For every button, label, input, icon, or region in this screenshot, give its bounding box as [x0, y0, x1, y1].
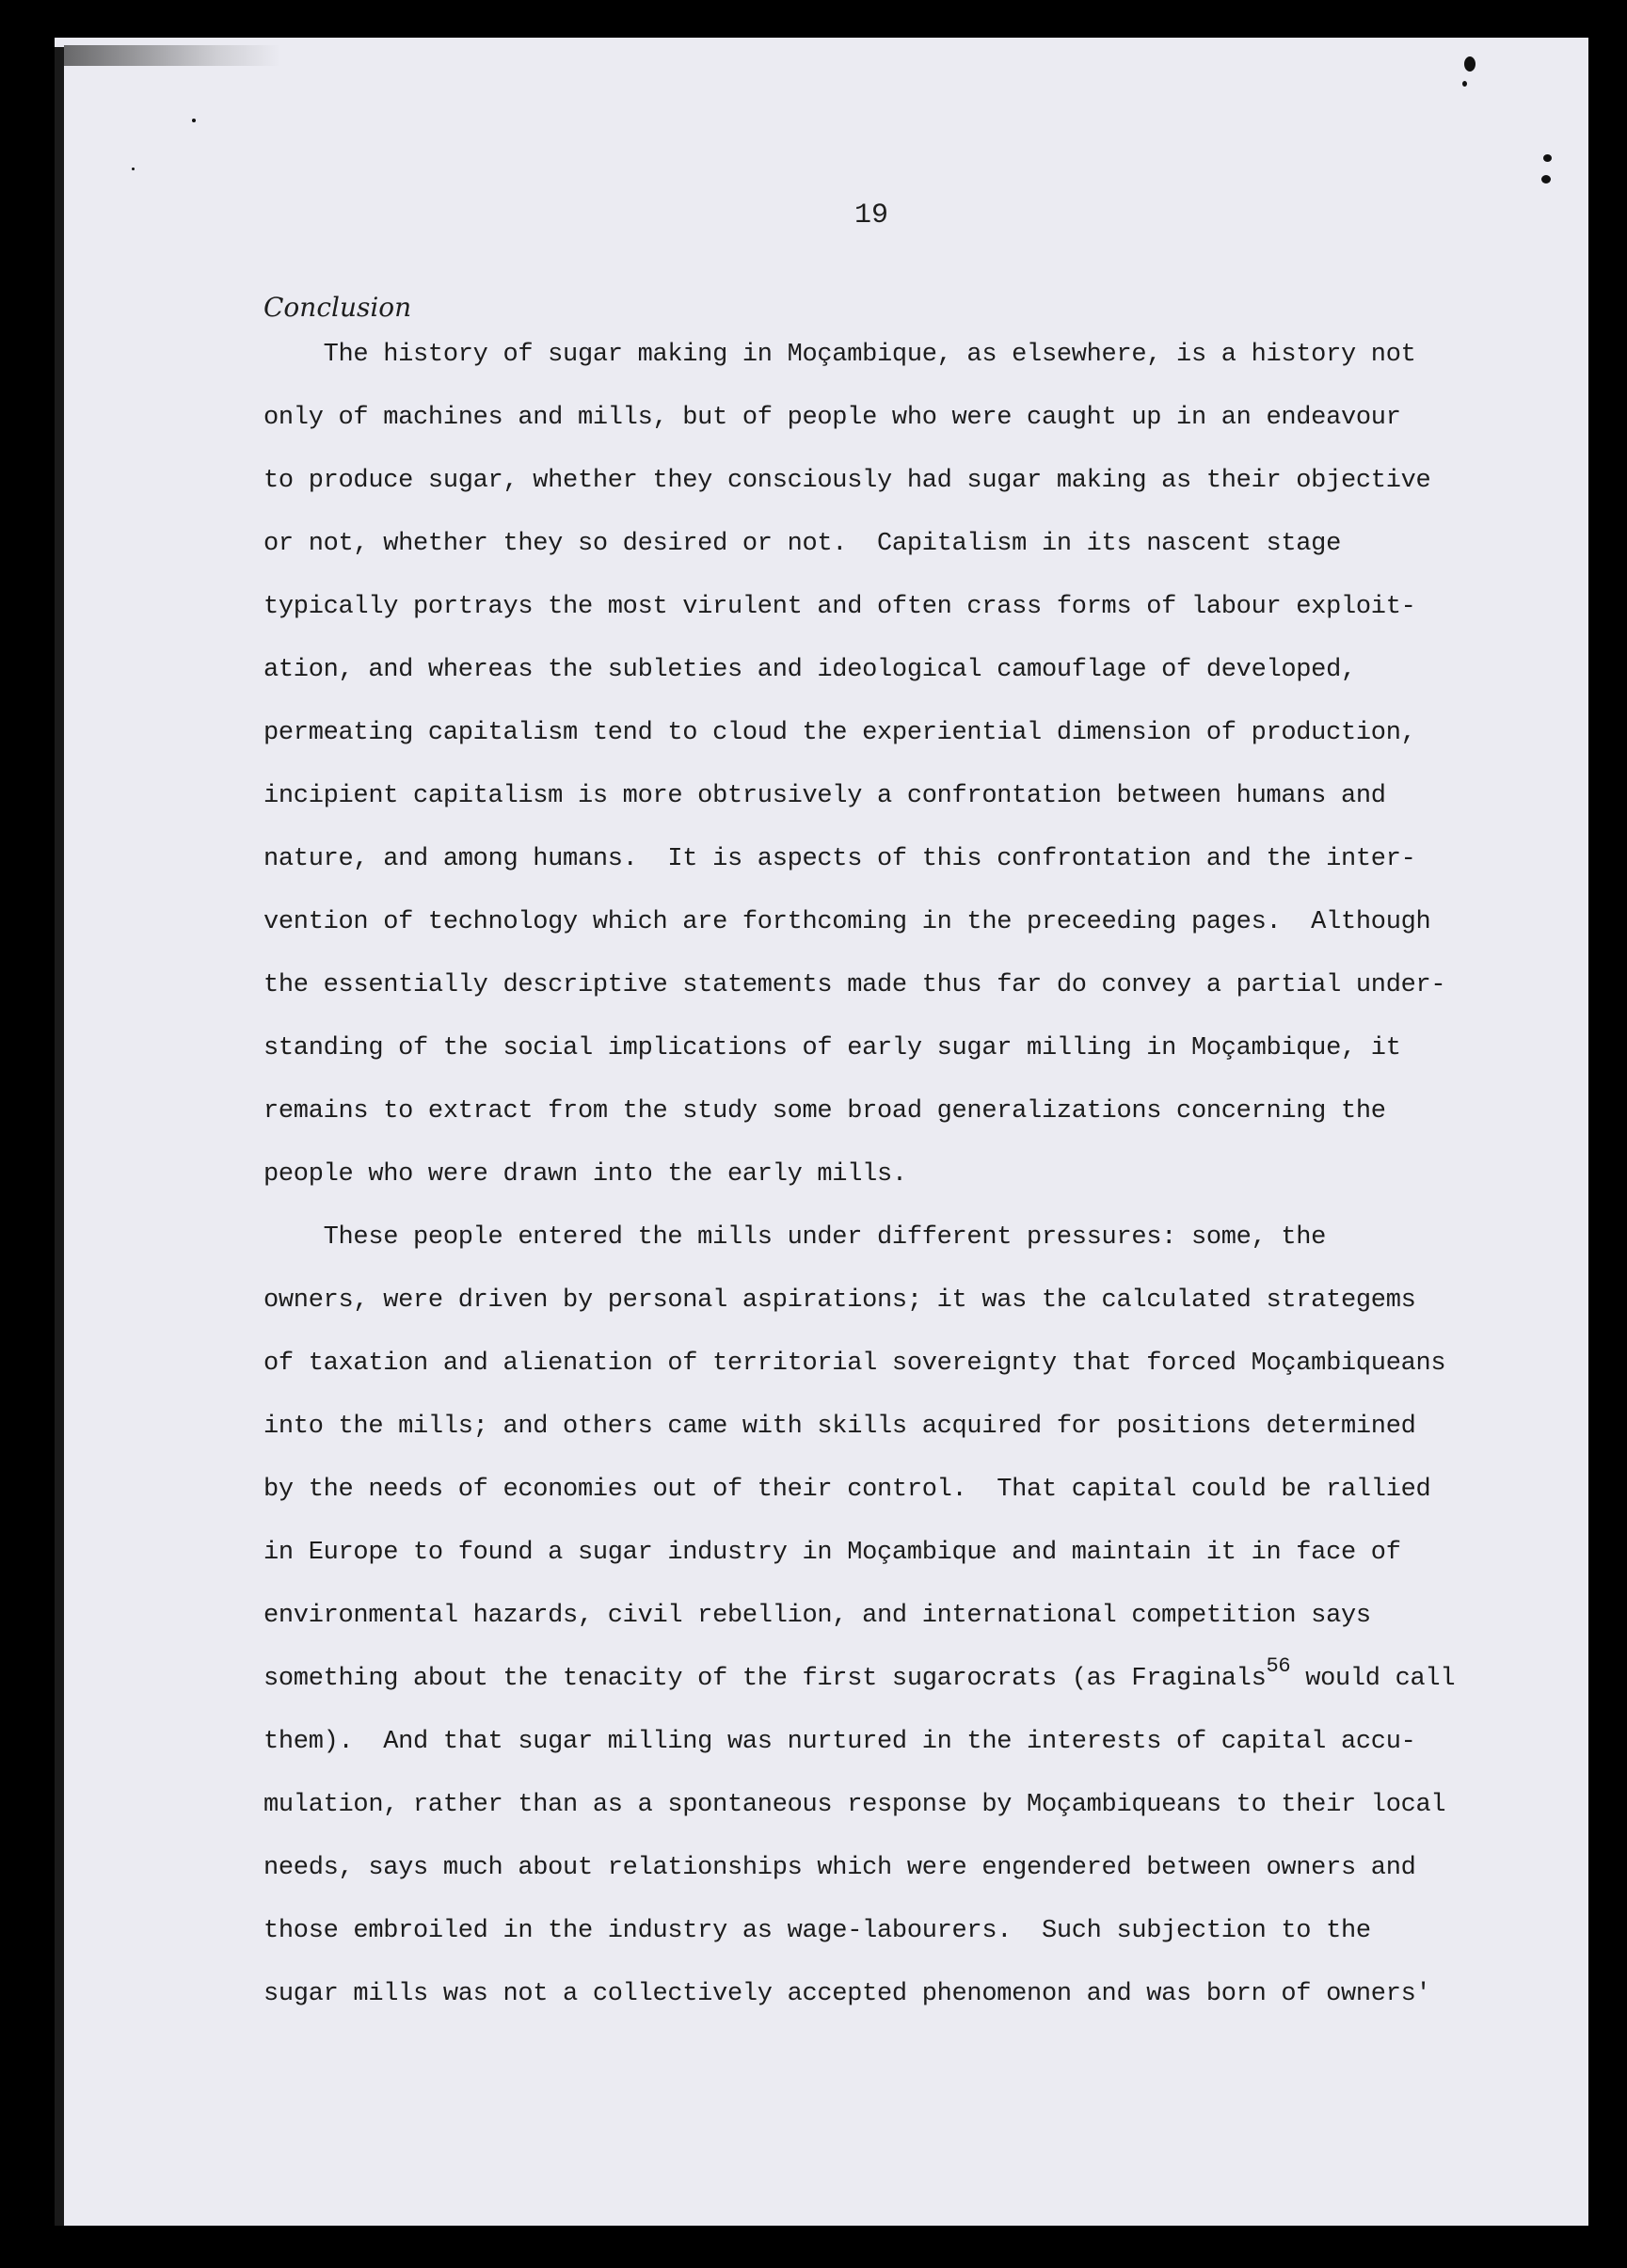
- text-line: standing of the social implications of early sugar milling in Moçambique, it: [263, 1034, 1401, 1062]
- text-segment: would call: [1290, 1665, 1456, 1693]
- text-line: by the needs of economies out of their control. That capital could be rallied: [263, 1476, 1431, 1504]
- text-line: permeating capitalism tend to cloud the experiential dimension of production,: [263, 719, 1416, 747]
- page-number: 19: [854, 200, 889, 232]
- ink-speck: [1462, 81, 1467, 87]
- text-line: sugar mills was not a collectively accepted phenomenon and was born of owners': [263, 1980, 1431, 2008]
- scan-smudge: [64, 45, 280, 66]
- section-heading: Conclusion: [263, 292, 412, 323]
- text-line: those embroiled in the industry as wage-labourers. Such subjection to the: [263, 1917, 1371, 1945]
- text-line: in Europe to found a sugar industry in Moçambique and maintain it in face of: [263, 1539, 1401, 1567]
- ink-speck: [1543, 154, 1552, 162]
- text-line: mulation, rather than as a spontaneous response by Moçambiqueans to their local: [263, 1791, 1446, 1819]
- text-line: These people entered the mills under different pressures: some, the: [263, 1223, 1327, 1252]
- ink-speck: [192, 119, 196, 122]
- text-line: [263, 1654, 1456, 1693]
- document-page: [55, 38, 1588, 2226]
- text-line: ation, and whereas the subleties and ideological camouflage of developed,: [263, 656, 1356, 684]
- text-line: nature, and among humans. It is aspects of this confrontation and the inter-: [263, 845, 1416, 873]
- text-line: them). And that sugar milling was nurtured in the interests of capital accu-: [263, 1728, 1416, 1756]
- text-line: into the mills; and others came with skills acquired for positions determined: [263, 1413, 1416, 1441]
- text-line: of taxation and alienation of territorial sovereignty that forced Moçambiqueans: [263, 1350, 1446, 1378]
- text-line: The history of sugar making in Moçambique, as elsewhere, is a history not: [263, 341, 1416, 369]
- text-line: environmental hazards, civil rebellion, and international competition says: [263, 1602, 1371, 1630]
- text-line: needs, says much about relationships which were engendered between owners and: [263, 1854, 1416, 1882]
- footnote-marker: 56: [1266, 1654, 1291, 1678]
- left-edge-rule: [55, 47, 64, 2226]
- text-line: people who were drawn into the early mills.: [263, 1160, 907, 1189]
- text-line: remains to extract from the study some broad generalizations concerning the: [263, 1097, 1386, 1126]
- text-line: typically portrays the most virulent and often crass forms of labour exploit-: [263, 593, 1416, 621]
- text-line: only of machines and mills, but of people who were caught up in an endeavour: [263, 404, 1401, 432]
- ink-speck: [1464, 56, 1475, 72]
- ink-speck: [1541, 175, 1551, 184]
- text-line: owners, were driven by personal aspirations; it was the calculated strategems: [263, 1286, 1416, 1315]
- text-segment: something about the tenacity of the first sugarocrats (as Fraginals: [263, 1665, 1267, 1693]
- text-line: vention of technology which are forthcoming in the preceeding pages. Although: [263, 908, 1431, 936]
- text-line: or not, whether they so desired or not. Capitalism in its nascent stage: [263, 530, 1341, 558]
- text-line: incipient capitalism is more obtrusively a confrontation between humans and: [263, 782, 1386, 810]
- text-line: to produce sugar, whether they consciously had sugar making as their objective: [263, 467, 1431, 495]
- text-line: the essentially descriptive statements made thus far do convey a partial under-: [263, 971, 1446, 999]
- ink-speck: [132, 168, 135, 170]
